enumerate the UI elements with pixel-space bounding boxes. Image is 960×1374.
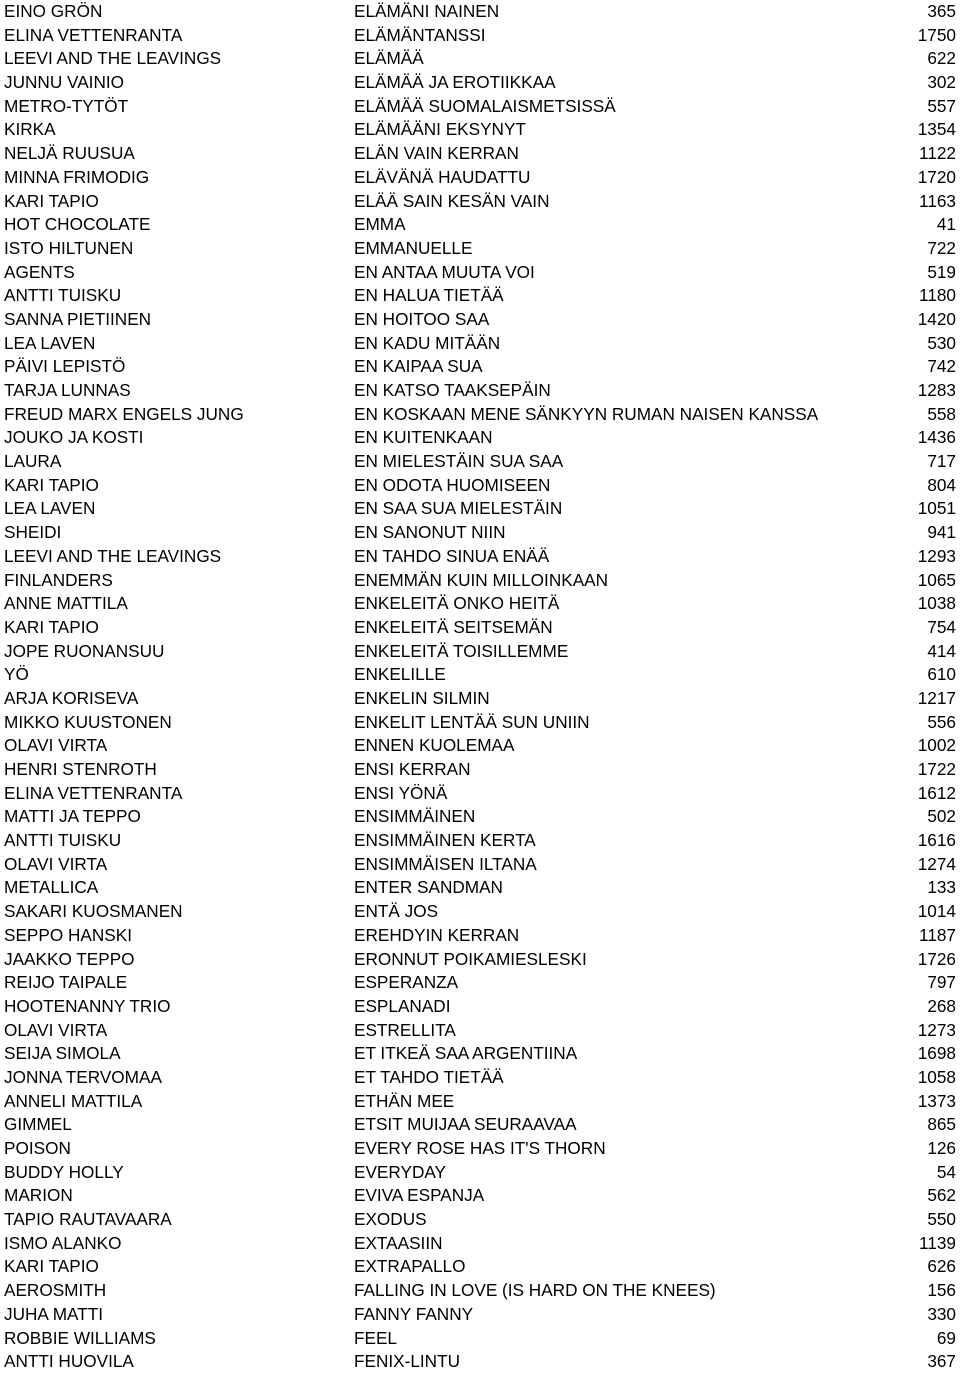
song-title: ELÄN VAIN KERRAN	[354, 143, 519, 164]
artist-name: ANTTI HUOVILA	[4, 1351, 134, 1372]
song-title: EN ANTAA MUUTA VOI	[354, 261, 535, 282]
artist-name: LAURA	[4, 451, 62, 472]
song-title: EN ODOTA HUOMISEEN	[354, 474, 551, 495]
song-number: 1014	[917, 901, 956, 922]
song-number: 1698	[917, 1043, 956, 1064]
song-row	[0, 1184, 960, 1208]
song-row	[0, 1232, 960, 1256]
artist-name: AEROSMITH	[4, 1280, 107, 1301]
song-title: ENKELILLE	[354, 664, 446, 685]
artist-name: TARJA LUNNAS	[4, 380, 131, 400]
song-number: 1420	[917, 308, 956, 329]
song-row	[0, 355, 960, 379]
song-row	[0, 640, 960, 664]
song-title: ENKELIN SILMIN	[354, 687, 490, 708]
artist-name: KARI TAPIO	[4, 616, 99, 637]
song-row	[0, 1042, 960, 1066]
artist-name: METALLICA	[4, 877, 99, 898]
artist-name: ELINA VETTENRANTA	[4, 782, 183, 803]
artist-name: LEEVI AND THE LEAVINGS	[4, 48, 222, 69]
song-title: EN MIELESTÄIN SUA SAA	[354, 451, 564, 472]
song-number: 1122	[919, 143, 956, 164]
artist-name: METRO-TYTÖT	[4, 95, 129, 116]
song-title: EN KAIPAA SUA	[354, 356, 483, 377]
song-row	[0, 1208, 960, 1232]
artist-name: ISTO HILTUNEN	[4, 237, 134, 258]
song-title: ERONNUT POIKAMIESLESKI	[354, 948, 587, 969]
artist-name: ISMO ALANKO	[4, 1232, 122, 1253]
song-number: 558	[927, 403, 956, 424]
song-number: 1058	[917, 1066, 956, 1087]
artist-name: GIMMEL	[4, 1114, 72, 1135]
artist-name: FREUD MARX ENGELS JUNG	[4, 403, 244, 424]
song-row	[0, 829, 960, 853]
song-row	[0, 474, 960, 498]
artist-name: KARI TAPIO	[4, 1256, 99, 1277]
song-title: ESPERANZA	[354, 972, 459, 993]
artist-name: OLAVI VIRTA	[4, 735, 108, 756]
song-row	[0, 1350, 960, 1374]
song-title: ENSIMMÄINEN KERTA	[354, 830, 536, 851]
song-row	[0, 1303, 960, 1327]
artist-name: ELINA VETTENRANTA	[4, 24, 183, 45]
song-number: 414	[927, 640, 956, 661]
song-number: 1163	[919, 190, 956, 211]
artist-name: REIJO TAIPALE	[4, 972, 128, 993]
song-row	[0, 1137, 960, 1161]
song-number: 1354	[917, 119, 956, 140]
song-title: EXODUS	[354, 1209, 427, 1230]
song-title: ETSIT MUIJAA SEURAAVAA	[354, 1114, 577, 1135]
song-row	[0, 687, 960, 711]
song-number: 1283	[917, 380, 956, 400]
artist-name: ROBBIE WILLIAMS	[4, 1327, 156, 1348]
song-title: ENSI YÖNÄ	[354, 782, 448, 803]
song-row	[0, 853, 960, 877]
song-row	[0, 592, 960, 616]
song-number: 302	[927, 72, 956, 93]
song-row	[0, 569, 960, 593]
artist-name: ANTTI TUISKU	[4, 285, 122, 306]
song-title: ELÄÄ SAIN KESÄN VAIN	[354, 190, 550, 211]
song-row	[0, 758, 960, 782]
song-number: 1293	[917, 545, 956, 566]
song-number: 1217	[917, 687, 956, 708]
song-number: 367	[927, 1351, 956, 1372]
song-row	[0, 805, 960, 829]
song-title: ENKELIT LENTÄÄ SUN UNIIN	[354, 711, 590, 732]
artist-name: ARJA KORISEVA	[4, 687, 139, 708]
song-number: 126	[927, 1138, 956, 1158]
song-row	[0, 308, 960, 332]
song-row	[0, 1255, 960, 1279]
song-number: 1373	[917, 1090, 956, 1111]
song-number: 1750	[917, 24, 956, 45]
artist-name: KARI TAPIO	[4, 190, 99, 211]
song-row	[0, 213, 960, 237]
song-row	[0, 95, 960, 119]
song-number: 557	[927, 95, 956, 116]
artist-name: MATTI JA TEPPO	[4, 806, 141, 827]
song-number: 1616	[917, 830, 956, 851]
song-number: 941	[927, 522, 956, 543]
artist-name: KARI TAPIO	[4, 474, 99, 495]
song-title: ENSIMMÄISEN ILTANA	[354, 853, 537, 874]
artist-name: HOT CHOCOLATE	[4, 214, 151, 235]
song-number: 502	[927, 806, 956, 827]
song-number: 626	[927, 1256, 956, 1277]
artist-name: YÖ	[4, 664, 29, 685]
song-row	[0, 1113, 960, 1137]
song-row	[0, 379, 960, 403]
artist-name: LEA LAVEN	[4, 498, 96, 519]
artist-name: KIRKA	[4, 119, 56, 140]
song-row	[0, 1279, 960, 1303]
song-number: 156	[927, 1280, 956, 1301]
song-number: 1065	[917, 569, 956, 590]
song-number: 1720	[917, 166, 956, 187]
song-row	[0, 1019, 960, 1043]
song-title: EN SANONUT NIIN	[354, 522, 506, 543]
song-title: EXTAASIIN	[354, 1232, 443, 1253]
artist-name: POISON	[4, 1138, 71, 1158]
song-number: 1726	[917, 948, 956, 969]
song-number: 268	[927, 995, 956, 1016]
song-title: ENSIMMÄINEN	[354, 806, 476, 827]
song-row	[0, 284, 960, 308]
song-row	[0, 24, 960, 48]
song-title: ELÄVÄNÄ HAUDATTU	[354, 166, 531, 187]
song-number: 797	[927, 972, 956, 993]
song-number: 1722	[917, 759, 956, 779]
song-row	[0, 47, 960, 71]
artist-name: ANNELI MATTILA	[4, 1090, 143, 1111]
artist-name: JONNA TERVOMAA	[4, 1066, 162, 1087]
artist-name: ANTTI TUISKU	[4, 830, 122, 851]
song-title: ELÄMÄÄ	[354, 48, 424, 69]
song-row	[0, 663, 960, 687]
artist-name: JOUKO JA KOSTI	[4, 427, 144, 448]
artist-name: HOOTENANNY TRIO	[4, 995, 171, 1016]
song-row	[0, 924, 960, 948]
artist-name: JUNNU VAINIO	[4, 72, 125, 93]
song-row	[0, 237, 960, 261]
song-title: EN KOSKAAN MENE SÄNKYYN RUMAN NAISEN KANSSA	[354, 403, 819, 424]
song-row	[0, 497, 960, 521]
song-title: ENKELEITÄ ONKO HEITÄ	[354, 593, 560, 614]
song-title: ENSI KERRAN	[354, 759, 471, 779]
song-title: ELÄMÄNTANSSI	[354, 24, 486, 45]
song-number: 717	[927, 451, 956, 472]
artist-name: SHEIDI	[4, 522, 62, 543]
song-number: 69	[936, 1327, 956, 1348]
song-title: FANNY FANNY	[354, 1303, 474, 1324]
artist-name: OLAVI VIRTA	[4, 853, 108, 874]
song-title: FALLING IN LOVE (IS HARD ON THE KNEES)	[354, 1280, 716, 1301]
song-title: ELÄMÄÄ SUOMALAISMETSISSÄ	[354, 95, 616, 116]
song-row	[0, 166, 960, 190]
song-title: ESTRELLITA	[354, 1019, 456, 1040]
artist-name: SANNA PIETIINEN	[4, 308, 152, 329]
artist-name: MIKKO KUUSTONEN	[4, 711, 172, 732]
song-number: 365	[927, 1, 956, 21]
song-row	[0, 876, 960, 900]
song-row	[0, 142, 960, 166]
song-title: EN KADU MITÄÄN	[354, 332, 501, 353]
song-number: 133	[927, 877, 956, 898]
artist-name: SEIJA SIMOLA	[4, 1043, 121, 1064]
artist-name: LEA LAVEN	[4, 332, 96, 353]
song-number: 330	[927, 1303, 956, 1324]
song-row	[0, 403, 960, 427]
song-number: 1180	[919, 285, 956, 306]
song-title: ET TAHDO TIETÄÄ	[354, 1066, 504, 1087]
song-title: ESPLANADI	[354, 995, 451, 1016]
song-number: 1187	[919, 924, 956, 945]
song-row	[0, 711, 960, 735]
song-row	[0, 782, 960, 806]
song-row	[0, 71, 960, 95]
song-title: EN HALUA TIETÄÄ	[354, 285, 504, 306]
song-row	[0, 450, 960, 474]
song-number: 1274	[917, 853, 956, 874]
song-row	[0, 426, 960, 450]
song-number: 1051	[917, 498, 956, 519]
song-number: 804	[927, 474, 956, 495]
song-title: EN HOITOO SAA	[354, 308, 490, 329]
song-number: 1436	[917, 427, 956, 448]
song-number: 519	[927, 261, 956, 282]
artist-name: MINNA FRIMODIG	[4, 166, 150, 187]
song-number: 754	[927, 616, 956, 637]
song-row	[0, 971, 960, 995]
artist-name: SAKARI KUOSMANEN	[4, 901, 183, 922]
song-title: EN KATSO TAAKSEPÄIN	[354, 380, 551, 400]
song-title: EN SAA SUA MIELESTÄIN	[354, 498, 563, 519]
song-row	[0, 0, 960, 24]
song-number: 1139	[919, 1232, 956, 1253]
song-number: 562	[927, 1185, 956, 1206]
song-row	[0, 995, 960, 1019]
song-number: 530	[927, 332, 956, 353]
artist-name: FINLANDERS	[4, 569, 113, 590]
song-row	[0, 948, 960, 972]
song-row	[0, 190, 960, 214]
song-number: 54	[936, 1161, 956, 1182]
artist-name: LEEVI AND THE LEAVINGS	[4, 545, 222, 566]
song-number: 742	[927, 356, 956, 377]
song-title: EMMA	[354, 214, 406, 235]
song-number: 610	[927, 664, 956, 685]
song-title: ENTER SANDMAN	[354, 877, 503, 898]
song-title: ET ITKEÄ SAA ARGENTIINA	[354, 1043, 578, 1064]
song-title: EN TAHDO SINUA ENÄÄ	[354, 545, 550, 566]
song-title: ENTÄ JOS	[354, 901, 439, 922]
song-row	[0, 118, 960, 142]
song-title: EN KUITENKAAN	[354, 427, 493, 448]
song-row	[0, 332, 960, 356]
song-number: 722	[927, 237, 956, 258]
song-title: ELÄMÄNI NAINEN	[354, 1, 500, 21]
artist-name: JOPE RUONANSUU	[4, 640, 165, 661]
artist-name: ANNE MATTILA	[4, 593, 128, 614]
artist-name: NELJÄ RUUSUA	[4, 143, 135, 164]
song-title: ENNEN KUOLEMAA	[354, 735, 515, 756]
song-number: 1038	[917, 593, 956, 614]
song-row	[0, 1327, 960, 1351]
artist-name: BUDDY HOLLY	[4, 1161, 124, 1182]
song-number: 556	[927, 711, 956, 732]
song-row	[0, 616, 960, 640]
song-row	[0, 261, 960, 285]
song-title: EMMANUELLE	[354, 237, 473, 258]
song-row	[0, 521, 960, 545]
song-number: 1273	[917, 1019, 956, 1040]
artist-name: PÄIVI LEPISTÖ	[4, 356, 126, 377]
artist-name: JUHA MATTI	[4, 1303, 103, 1324]
song-row	[0, 900, 960, 924]
song-row	[0, 545, 960, 569]
song-number: 865	[927, 1114, 956, 1135]
song-title: ENEMMÄN KUIN MILLOINKAAN	[354, 569, 609, 590]
artist-name: SEPPO HANSKI	[4, 924, 132, 945]
song-number: 41	[936, 214, 956, 235]
song-number: 622	[927, 48, 956, 69]
song-title: ELÄMÄÄ JA EROTIIKKAA	[354, 72, 556, 93]
song-row	[0, 1090, 960, 1114]
song-row	[0, 734, 960, 758]
song-number: 550	[927, 1209, 956, 1230]
song-title: FENIX-LINTU	[354, 1351, 460, 1372]
song-title: ENKELEITÄ TOISILLEMME	[354, 640, 569, 661]
artist-name: OLAVI VIRTA	[4, 1019, 108, 1040]
song-title: EVIVA ESPANJA	[354, 1185, 485, 1206]
song-row	[0, 1066, 960, 1090]
artist-name: JAAKKO TEPPO	[4, 948, 135, 969]
artist-name: AGENTS	[4, 261, 75, 282]
song-title: EREHDYIN KERRAN	[354, 924, 520, 945]
song-title: EVERY ROSE HAS IT'S THORN	[354, 1138, 606, 1158]
song-number: 1002	[917, 735, 956, 756]
artist-name: HENRI STENROTH	[4, 759, 157, 779]
song-title: ETHÄN MEE	[354, 1090, 455, 1111]
artist-name: TAPIO RAUTAVAARA	[4, 1209, 172, 1230]
artist-name: MARION	[4, 1185, 73, 1206]
artist-name: EINO GRÖN	[4, 1, 103, 21]
song-title: ELÄMÄÄNI EKSYNYT	[354, 119, 526, 140]
song-title: FEEL	[354, 1327, 397, 1348]
song-title: EVERYDAY	[354, 1161, 447, 1182]
song-number: 1612	[917, 782, 956, 803]
song-row	[0, 1161, 960, 1185]
song-title: EXTRAPALLO	[354, 1256, 466, 1277]
song-title: ENKELEITÄ SEITSEMÄN	[354, 616, 553, 637]
